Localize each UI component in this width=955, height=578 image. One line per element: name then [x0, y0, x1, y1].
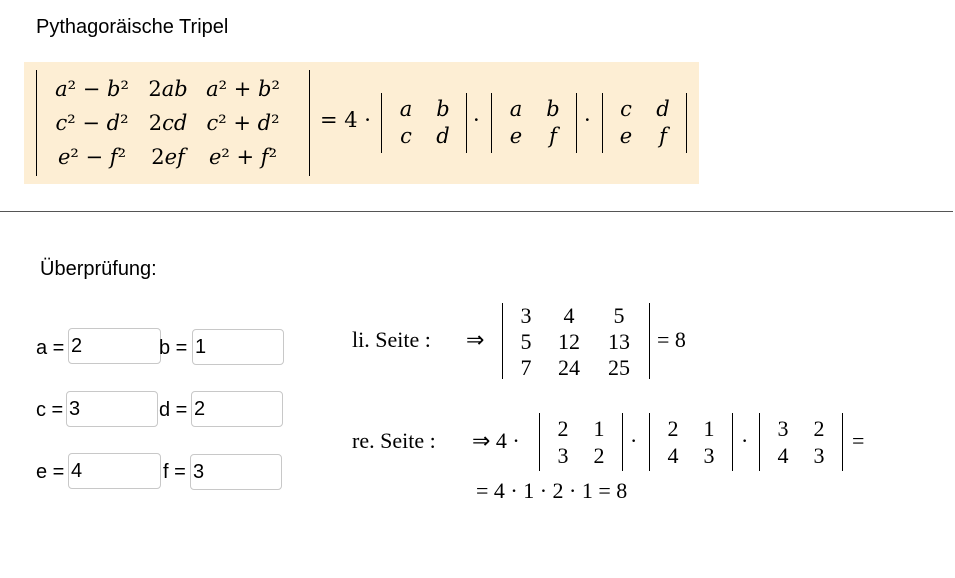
input-e[interactable]: 4: [68, 453, 161, 489]
cell: d: [656, 96, 670, 121]
cell: d: [436, 123, 450, 148]
dot: ·: [741, 428, 749, 453]
label-b: b =: [159, 337, 188, 359]
cell: 12: [558, 329, 580, 354]
cell: 2: [557, 415, 569, 441]
cell: 2: [667, 415, 679, 441]
symbolic-matrix: [48, 72, 286, 174]
cell: c² + d²: [206, 111, 280, 135]
rdet1-bar-right: [622, 413, 623, 471]
right-det2: [655, 415, 727, 469]
dot: ·: [630, 428, 638, 453]
det2: [498, 95, 572, 149]
rdet3-bar-right: [842, 413, 843, 471]
cell: e² − f²: [57, 145, 126, 169]
rdet1-bar-left: [539, 413, 540, 471]
cell: 7: [520, 355, 532, 380]
cell: 2ab: [148, 77, 188, 101]
equals-factor: = 4 ·: [320, 108, 371, 132]
cell: c: [620, 96, 632, 121]
cell: b: [436, 96, 450, 121]
dot: ·: [584, 108, 591, 132]
input-b[interactable]: 1: [192, 329, 284, 365]
right-second-line: = 4 · 1 · 2 · 1 = 8: [476, 478, 628, 503]
det3-bar-left: [602, 93, 603, 153]
divider: [0, 211, 953, 212]
input-a[interactable]: 2: [68, 328, 161, 364]
cell: 2: [813, 415, 825, 441]
cell: e: [509, 123, 523, 148]
cell: c: [400, 123, 412, 148]
matrix-bar-right: [309, 70, 310, 176]
cell: 4: [777, 442, 789, 468]
cell: 13: [608, 329, 630, 354]
cell: a: [399, 96, 413, 121]
input-f[interactable]: 3: [190, 454, 282, 490]
cell: 3: [557, 442, 569, 468]
label-a: a =: [36, 337, 65, 359]
cell: 2: [593, 442, 605, 468]
right-det3: [765, 415, 837, 469]
cell: 4: [667, 442, 679, 468]
right-side-label: re. Seite :: [352, 428, 436, 453]
right-prefix: ⇒ 4 ·: [472, 428, 520, 453]
cell: 3: [520, 303, 532, 328]
cell: e: [619, 123, 633, 148]
cell: 4: [563, 303, 575, 328]
cell: 3: [703, 442, 715, 468]
label-e: e =: [36, 461, 65, 483]
cell: 3: [813, 442, 825, 468]
cell: 2cd: [148, 111, 188, 135]
det2-bar-right: [576, 93, 577, 153]
cell: e² + f²: [208, 145, 277, 169]
left-matrix-bar-right: [649, 303, 650, 379]
rdet2-bar-left: [649, 413, 650, 471]
left-matrix-bar-left: [502, 303, 503, 379]
cell: 25: [608, 355, 630, 380]
det1-bar-left: [381, 93, 382, 153]
cell: a² + b²: [206, 77, 280, 101]
input-d[interactable]: 2: [191, 391, 283, 427]
cell: 5: [613, 303, 625, 328]
label-d: d =: [159, 399, 188, 421]
page-title: Pythagoräische Tripel: [36, 16, 229, 38]
cell: f: [659, 123, 667, 148]
det1-bar-right: [466, 93, 467, 153]
label-c: c =: [36, 399, 64, 421]
cell: 1: [703, 415, 715, 441]
cell: c² − d²: [55, 111, 129, 135]
left-matrix: [508, 303, 644, 381]
det2-bar-left: [491, 93, 492, 153]
section-title: Überprüfung:: [40, 258, 157, 280]
cell: 1: [593, 415, 605, 441]
label-f: f =: [163, 461, 186, 483]
dot: ·: [473, 108, 480, 132]
cell: 2ef: [151, 145, 185, 169]
cell: b: [546, 96, 560, 121]
cell: a: [509, 96, 523, 121]
det1: [388, 95, 462, 149]
det3-bar-right: [686, 93, 687, 153]
cell: 5: [520, 329, 532, 354]
cell: a² − b²: [55, 77, 129, 101]
cell: 24: [558, 355, 580, 380]
rdet2-bar-right: [732, 413, 733, 471]
right-det1: [545, 415, 617, 469]
cell: 3: [777, 415, 789, 441]
left-result: = 8: [657, 327, 686, 352]
rdet3-bar-left: [759, 413, 760, 471]
matrix-bar-left: [36, 70, 37, 176]
input-c[interactable]: 3: [66, 391, 158, 427]
left-side-label: li. Seite :: [352, 327, 431, 352]
trailing-equals: =: [852, 428, 865, 453]
cell: f: [549, 123, 557, 148]
implies-arrow: ⇒: [466, 327, 485, 352]
det3: [608, 95, 682, 149]
